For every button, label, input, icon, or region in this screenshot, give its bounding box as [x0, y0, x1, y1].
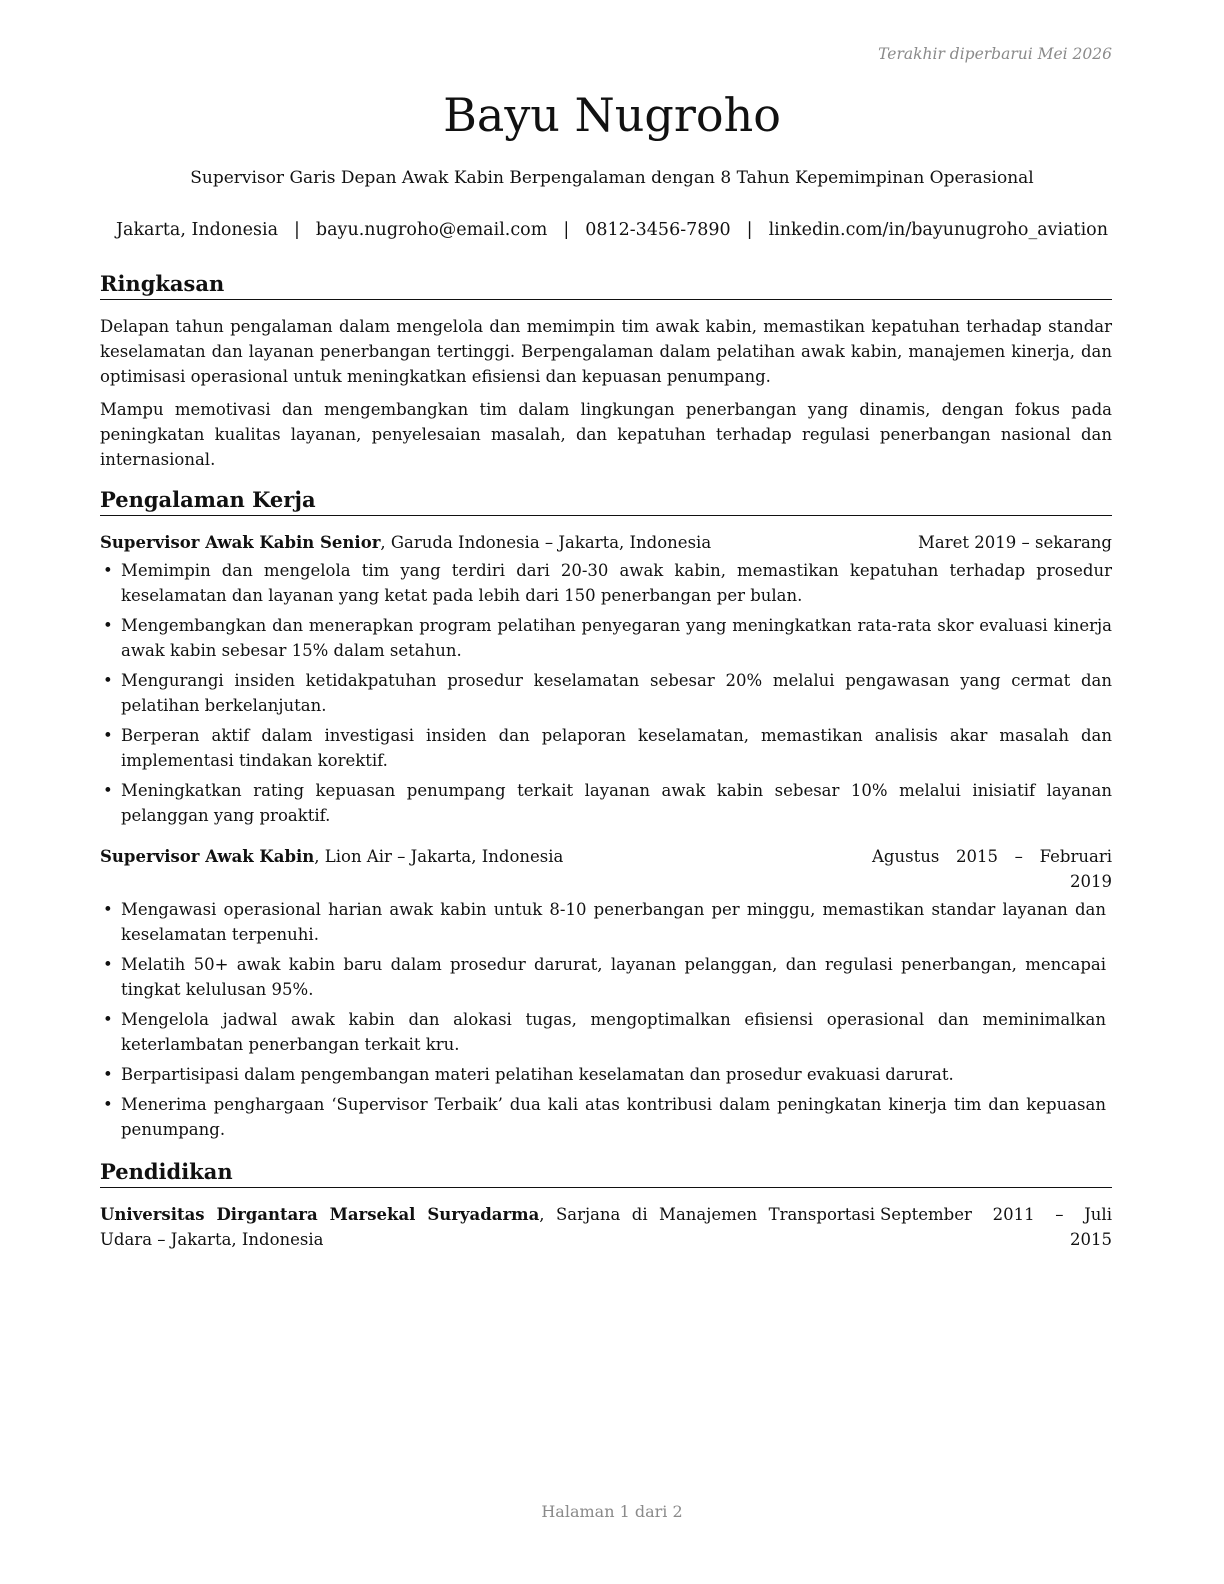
last-updated: Terakhir diperbarui Mei 2026 — [878, 45, 1112, 63]
contact-email[interactable]: bayu.nugroho@email.com — [315, 220, 548, 240]
experience-section — [100, 486, 1112, 1142]
job-dates: Maret 2019 – sekarang — [918, 533, 1112, 552]
education-school: Universitas Dirgantara Marsekal Suryadarma — [100, 1205, 540, 1224]
list-item: • Mengurangi insiden ketidakpatuhan prosedur keselamatan sebesar 20% melalui pengawasan yang cermat dan pelatihan berkelanjutan. — [100, 668, 1112, 718]
contact-line — [0, 220, 1224, 240]
summary-paragraph: Mampu memotivasi dan mengembangkan tim dalam lingkungan penerbangan yang dinamis, dengan fokus pada peningkatan kualitas layanan, penyelesaian masalah, dan kepatuhan terhadap regulasi penerbangan nasional dan internasional. — [100, 400, 1112, 469]
contact-separator: | — [563, 220, 570, 240]
section-title-education: Pendidikan — [100, 1158, 1112, 1188]
contact-location: Jakarta, Indonesia — [116, 220, 279, 240]
contact-phone: 0812-3456-7890 — [585, 220, 731, 240]
education-section — [100, 1158, 1112, 1252]
contact-separator: | — [746, 220, 753, 240]
list-item: • Meningkatkan rating kepuasan penumpang terkait layanan awak kabin sebesar 10% melalui inisiatif layanan pelanggan yang proaktif. — [100, 778, 1112, 828]
headline: Supervisor Garis Depan Awak Kabin Berpengalaman dengan 8 Tahun Kepemimpinan Operasional — [190, 168, 1034, 188]
section-title-experience: Pengalaman Kerja — [100, 486, 1112, 516]
list-item: • Mengembangkan dan menerapkan program pelatihan penyegaran yang meningkatkan rata-rata skor evaluasi kinerja awak kabin sebesar 15% dalam setahun. — [100, 613, 1112, 663]
list-item: • Berpartisipasi dalam pengembangan materi pelatihan keselamatan dan prosedur evakuasi darurat. — [100, 1062, 1112, 1087]
education-dates: September 2011 – Juli 2015 — [880, 1205, 1112, 1249]
summary-paragraph: Delapan tahun pengalaman dalam mengelola dan memimpin tim awak kabin, memastikan kepatuhan terhadap standar keselamatan dan layanan penerbangan tertinggi. Berpengalaman dalam pelatihan awak kabin, manajemen kinerja, dan optimisasi operasional untuk meningkatkan efisiensi dan kepuasan penumpang. — [100, 317, 1112, 386]
contact-linkedin[interactable]: linkedin.com/in/bayunugroho_aviation — [768, 220, 1108, 240]
education-entry — [100, 1202, 1112, 1252]
list-item: • Mengelola jadwal awak kabin dan alokasi tugas, mengoptimalkan efisiensi operasional dan meminimalkan keterlambatan penerbangan terkait kru. — [100, 1007, 1112, 1057]
job-bullets — [100, 558, 1112, 828]
job-company: , Lion Air – Jakarta, Indonesia — [314, 847, 564, 866]
resume-content — [100, 270, 1112, 1266]
list-item: • Mengawasi operasional harian awak kabin untuk 8-10 penerbangan per minggu, memastikan standar layanan dan keselamatan terpenuhi. — [100, 897, 1112, 947]
job-bullets — [100, 897, 1112, 1142]
job-header — [100, 844, 1112, 894]
list-item: • Berperan aktif dalam investigasi insiden dan pelaporan keselamatan, memastikan analisis akar masalah dan implementasi tindakan korektif. — [100, 723, 1112, 773]
summary-section — [100, 270, 1112, 472]
job-role: Supervisor Awak Kabin — [100, 847, 315, 866]
job-company: , Garuda Indonesia – Jakarta, Indonesia — [380, 533, 712, 552]
section-title-summary: Ringkasan — [100, 270, 1112, 300]
education-degree: , Sarjana di Manajemen Transportasi Udara – Jakarta, Indonesia — [100, 1205, 875, 1249]
list-item: • Melatih 50+ awak kabin baru dalam prosedur darurat, layanan pelanggan, dan regulasi penerbangan, mencapai tingkat kelulusan 95%. — [100, 952, 1112, 1002]
candidate-name: Bayu Nugroho — [443, 88, 781, 142]
contact-separator: | — [294, 220, 300, 240]
job-header — [100, 530, 1112, 555]
job-dates: Agustus 2015 – Februari 2019 — [872, 847, 1112, 891]
job-role: Supervisor Awak Kabin Senior — [100, 533, 381, 552]
page-number: Halaman 1 dari 2 — [541, 1502, 683, 1521]
list-item: • Menerima penghargaan ‘Supervisor Terbaik’ dua kali atas kontribusi dalam peningkatan kinerja tim dan kepuasan penumpang. — [100, 1092, 1112, 1142]
list-item: • Memimpin dan mengelola tim yang terdiri dari 20-30 awak kabin, memastikan kepatuhan terhadap prosedur keselamatan dan layanan yang ketat pada lebih dari 150 penerbangan per bulan. — [100, 558, 1112, 608]
